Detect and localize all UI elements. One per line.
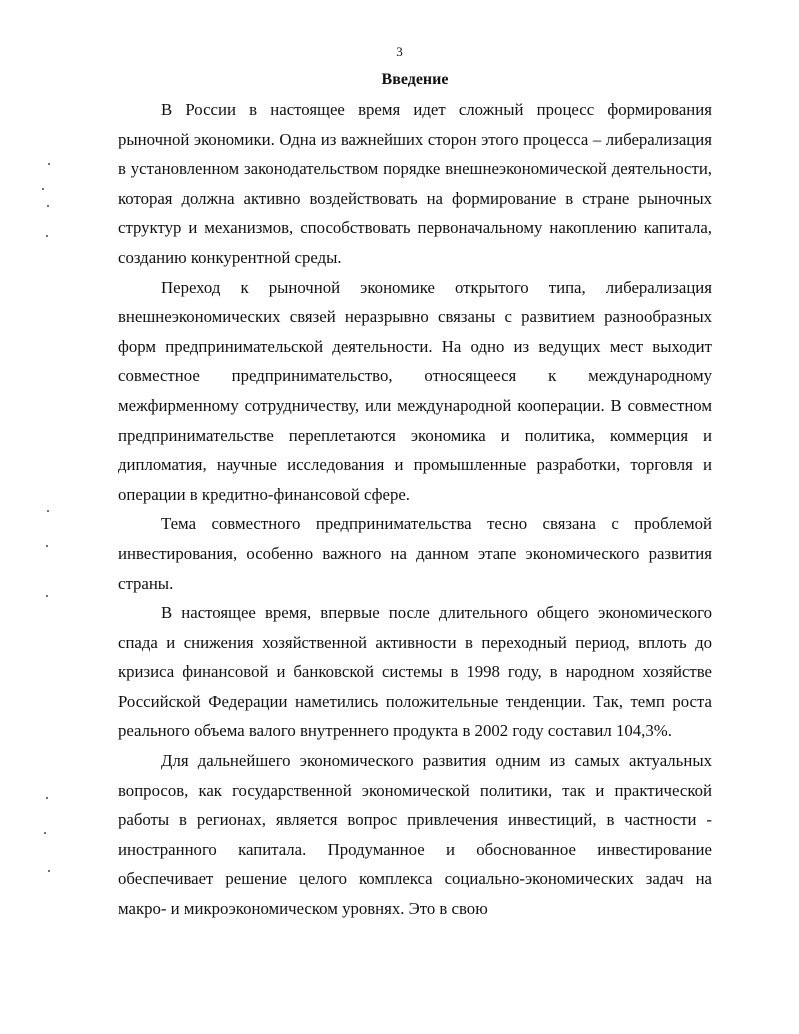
- scan-artifact: [48, 870, 50, 872]
- scan-artifact: [47, 510, 49, 512]
- page-number: 3: [396, 44, 403, 59]
- scan-artifact: [47, 205, 49, 207]
- paragraph: В России в настоящее время идет сложный процесс формирования рыночной экономики. Одна из важнейших сторон этого процесса – либерализация в установленном законодательством порядке внешнеэкономической деятельности, которая должна активно воздействовать на формирование в стране рыночных структур и механизмов, способствовать первоначальному накоплению капитала, созданию конкурентной среды.: [118, 100, 712, 267]
- scan-artifact: [44, 832, 46, 834]
- scan-artifact: [46, 797, 48, 799]
- section-heading: Введение: [381, 71, 449, 88]
- scan-artifact: [46, 235, 48, 237]
- scan-artifact: [46, 595, 48, 597]
- paragraph: В настоящее время, впервые после длительного общего экономического спада и снижения хозяйственной активности в переходный период, вплоть до кризиса финансовой и банковской системы в 1998 году, в народном хозяйстве Российской Федерации наметились положительные тенденции. Так, темп роста реального объема валого внутреннего продукта в 2002 году составил 104,3%.: [118, 603, 712, 741]
- paragraph: Переход к рыночной экономике открытого типа, либерализация внешнеэкономических связей неразрывно связаны с развитием разнообразных форм предпринимательской деятельности. На одно из ведущих мест выходит совместное предпринимательство, относящееся к международному межфирменному сотрудничеству, или международной кооперации. В совместном предпринимательстве переплетаются экономика и политика, коммерция и дипломатия, научные исследования и промышленные разработки, торговля и операции в кредитно-финансовой сфере.: [118, 277, 712, 504]
- document-body: [118, 95, 712, 924]
- scan-artifact: [42, 188, 44, 190]
- paragraph: Тема совместного предпринимательства тесно связана с проблемой инвестирования, особенно важного на данном этапе экономического развития страны.: [118, 514, 712, 593]
- scan-artifact: [46, 545, 48, 547]
- paragraph: Для дальнейшего экономического развития одним из самых актуальных вопросов, как государственной экономической политики, так и практической работы в регионах, является вопрос привлечения инвестиций, в частности - иностранного капитала. Продуманное и обоснованное инвестирование обеспечивает решение целого комплекса социально-экономических задач на макро- и микроэкономическом уровнях. Это в свою: [118, 751, 712, 919]
- scan-artifact: [48, 163, 50, 165]
